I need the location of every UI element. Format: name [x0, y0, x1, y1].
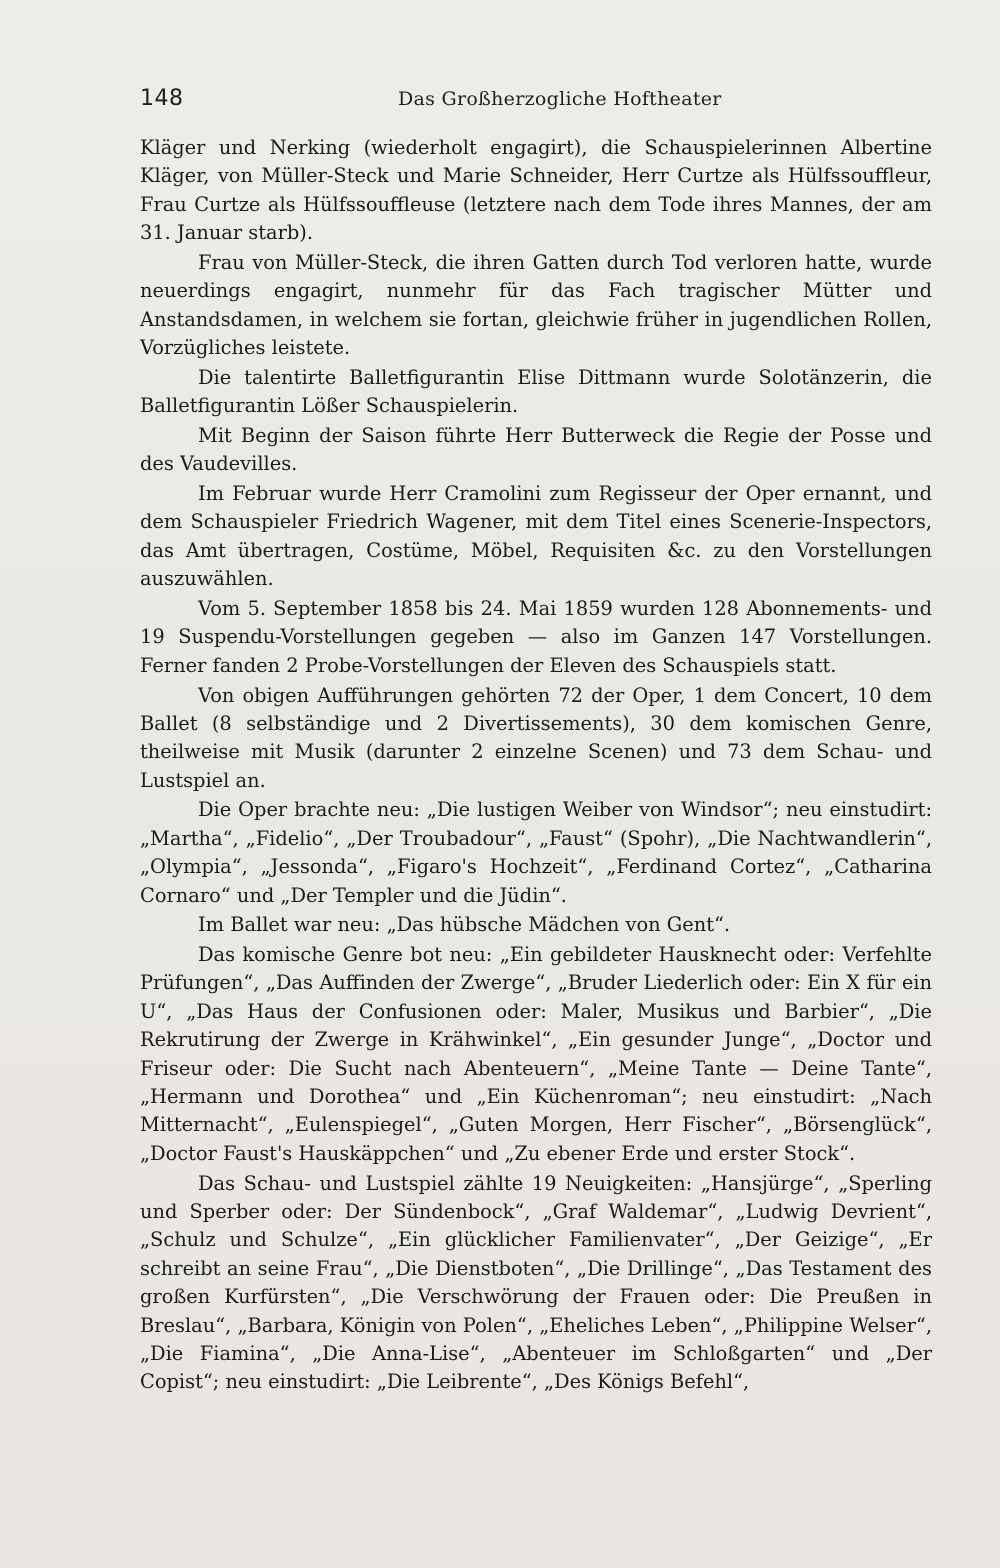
paragraph-2: Frau von Müller-Steck, die ihren Gatten durch Tod verloren hatte, wurde neuerdings engagirt, nunmehr für das Fach tragischer Mütter und Anstandsdamen, in welchem sie fortan, gleichwie früher in jugendlichen Rollen, Vorzügliches leistete. [140, 250, 932, 360]
paragraph-4: Mit Beginn der Saison führte Herr Butterweck die Regie der Posse und des Vaudevilles. [140, 423, 932, 476]
page-header [140, 86, 932, 116]
paragraph-1: Kläger und Nerking (wiederholt engagirt), die Schauspielerinnen Albertine Kläger, von Müller-Steck und Marie Schneider, Herr Curtze als Hülfssouffleur, Frau Curtze als Hülfssouffleuse (letztere nach dem Tode ihres Mannes, der am 31. Januar starb). [140, 136, 932, 245]
paragraph-6: Vom 5. September 1858 bis 24. Mai 1859 wurden 128 Abonnements- und 19 Suspendu-Vorstellungen gegeben — also im Ganzen 147 Vorstellungen. Ferner fanden 2 Probe-Vorstellungen der Eleven des Schauspiels statt. [140, 596, 932, 677]
running-title: Das Großherzogliche Hoftheater [398, 88, 722, 110]
body-text [140, 134, 932, 1398]
paragraph-10: Das komische Genre bot neu: „Ein gebildeter Hausknecht oder: Verfehlte Prüfungen“, „Das Auffinden der Zwerge“, „Bruder Liederlich oder: Ein X für ein U“, „Das Haus der Confusionen oder: Maler, Musikus und Barbier“, „Die Rekrutirung der Zwerge in Krähwinkel“, „Ein gesunder Junge“, „Doctor und Friseur oder: Die Sucht nach Abenteuern“, „Meine Tante — Deine Tante“, „Hermann und Dorothea“ und „Ein Küchenroman“; neu einstudirt: „Nach Mitternacht“, „Eulenspiegel“, „Guten Morgen, Herr Fischer“, „Börsenglück“, „Doctor Faust's Hauskäppchen“ und „Zu ebener Erde und erster Stock“. [140, 943, 932, 1165]
paragraph-9: Im Ballet war neu: „Das hübsche Mädchen von Gent“. [198, 913, 731, 937]
paragraph-5: Im Februar wurde Herr Cramolini zum Regisseur der Oper ernannt, und dem Schauspieler Friedrich Wagener, mit dem Titel eines Scenerie-Inspectors, das Amt übertragen, Costüme, Möbel, Requisiten &c. zu den Vorstellungen auszuwählen. [140, 482, 932, 591]
paragraph-8: Die Oper brachte neu: „Die lustigen Weiber von Windsor“; neu einstudirt: „Martha“, „Fidelio“, „Der Troubadour“, „Faust“ (Spohr), „Die Nachtwandlerin“, „Olympia“, „Jessonda“, „Figaro's Hochzeit“, „Ferdinand Cortez“, „Catharina Cornaro“ und „Der Templer und die Jüdin“. [140, 798, 932, 907]
paragraph-7: Von obigen Aufführungen gehörten 72 der Oper, 1 dem Concert, 10 dem Ballet (8 selbständige und 2 Divertissements), 30 dem komischen Genre, theilweise mit Musik (darunter 2 einzelne Scenen) und 73 dem Schau- und Lustspiel an. [140, 683, 932, 792]
paragraph-3: Die talentirte Balletfigurantin Elise Dittmann wurde Solotänzerin, die Balletfigurantin Lößer Schauspielerin. [140, 365, 932, 418]
page-number: 148 [140, 86, 184, 111]
paragraph-11: Das Schau- und Lustspiel zählte 19 Neuigkeiten: „Hansjürge“, „Sperling und Sperber oder: Der Sündenbock“, „Graf Waldemar“, „Ludwig Devrient“, „Schulz und Schulze“, „Ein glücklicher Familienvater“, „Der Geizige“, „Er schreibt an seine Frau“, „Die Dienstboten“, „Die Drillinge“, „Das Testament des großen Kurfürsten“, „Die Verschwörung der Frauen oder: Die Preußen in Breslau“, „Barbara, Königin von Polen“, „Eheliches Leben“, „Philippine Welser“, „Die Fiamina“, „Die Anna-Lise“, „Abenteuer im Schloßgarten“ und „Der Copist“; neu einstudirt: „Die Leibrente“, „Des Königs Befehl“, [140, 1171, 932, 1394]
